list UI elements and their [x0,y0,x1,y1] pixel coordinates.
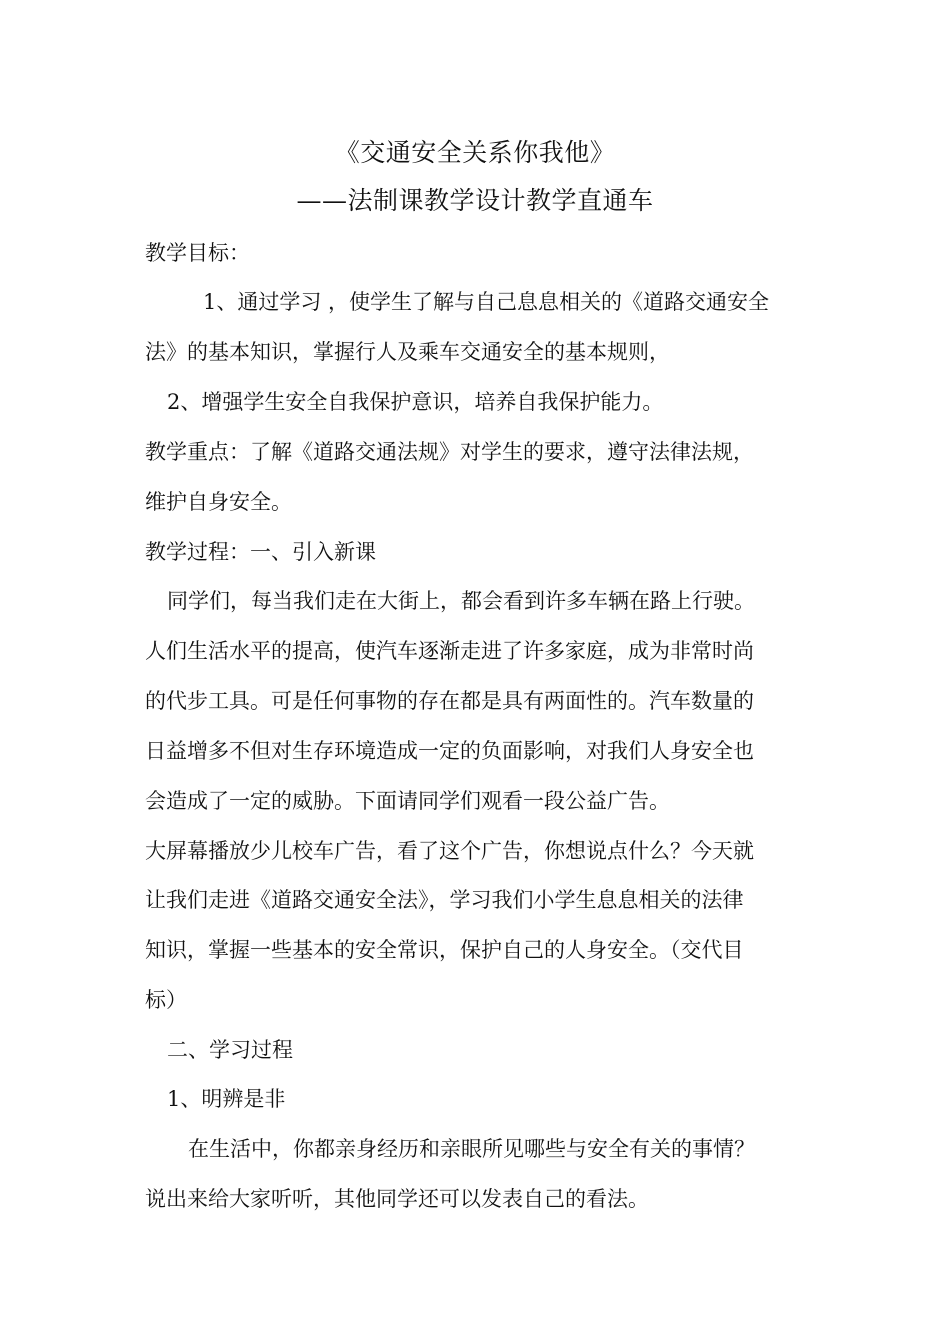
section-heading-objectives: 教学目标： [145,241,250,265]
paragraph-line: 标） [145,988,187,1012]
paragraph-line: 同学们，每当我们走在大街上，都会看到许多车辆在路上行驶。 [167,589,755,613]
document-subtitle: ——法制课教学设计教学直通车 [296,186,654,215]
paragraph-line: 2、增强学生安全自我保护意识，培养自我保护能力。 [167,390,664,414]
paragraph-line: 日益增多不但对生存环境造成一定的负面影响，对我们人身安全也 [145,739,754,763]
paragraph-line: 人们生活水平的提高，使汽车逐渐走进了许多家庭，成为非常时尚 [145,639,754,663]
section-heading-key-points: 教学重点：了解《道路交通法规》对学生的要求，遵守法律法规， [145,440,754,464]
subsection-heading: 1、明辨是非 [167,1087,286,1111]
paragraph-line: 维护自身安全。 [145,490,292,514]
paragraph-line: 1、通过学习 ，使学生了解与自己息息相关的《道路交通安全 [203,290,770,314]
paragraph-line: 大屏幕播放少儿校车广告，看了这个广告，你想说点什么？今天就 [145,839,754,863]
section-heading-learning: 二、学习过程 [167,1038,293,1062]
paragraph-line: 知识，掌握一些基本的安全常识，保护自己的人身安全。（交代目 [145,938,744,962]
paragraph-line: 的代步工具。可是任何事物的存在都是具有两面性的。汽车数量的 [145,689,754,713]
paragraph-line: 说出来给大家听听，其他同学还可以发表自己的看法。 [145,1187,649,1211]
paragraph-line: 会造成了一定的威胁。下面请同学们观看一段公益广告。 [145,789,670,813]
paragraph-line: 让我们走进《道路交通安全法》，学习我们小学生息息相关的法律 [145,888,744,912]
section-heading-process: 教学过程：一、引入新课 [145,540,376,564]
document-title: 《交通安全关系你我他》 [334,138,616,167]
paragraph-line: 法》的基本知识，掌握行人及乘车交通安全的基本规则， [145,340,670,364]
paragraph-line: 在生活中，你都亲身经历和亲眼所见哪些与安全有关的事情？ [188,1137,755,1161]
